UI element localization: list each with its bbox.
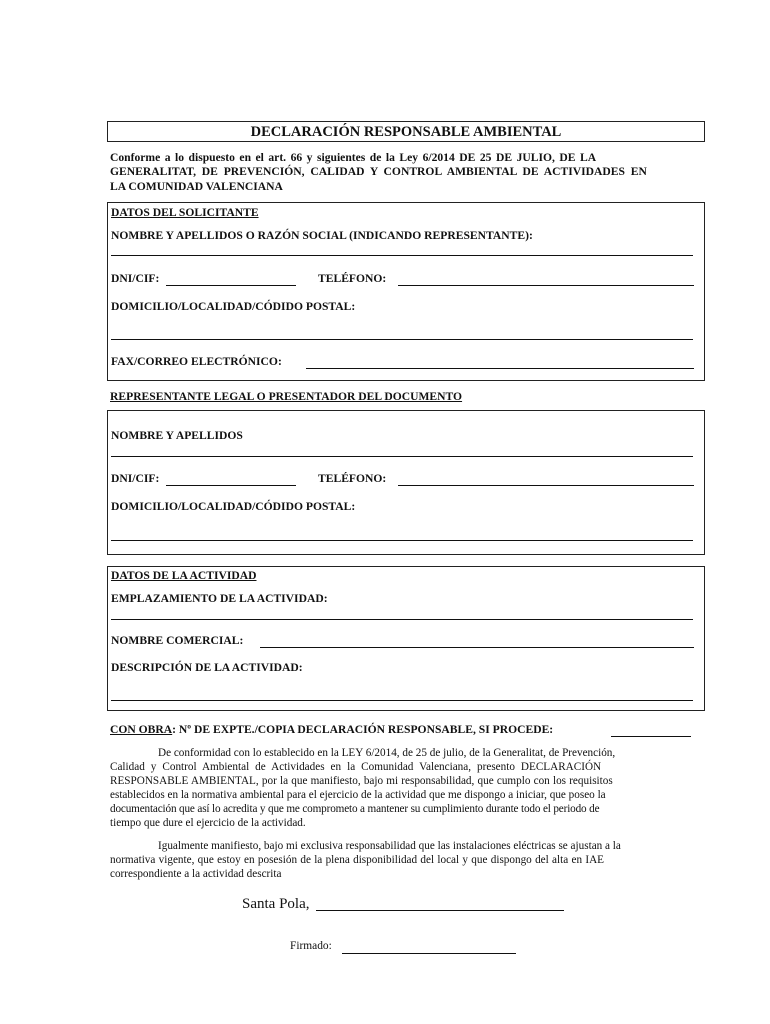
solicitante-domicilio-label: DOMICILIO/LOCALIDAD/CÓDIDO POSTAL: [111, 300, 356, 313]
solicitante-heading: DATOS DEL SOLICITANTE [111, 206, 259, 219]
actividad-descripcion-label: DESCRIPCIÓN DE LA ACTIVIDAD: [111, 661, 303, 674]
actividad-descripcion-field[interactable] [111, 700, 693, 701]
representante-dni-field[interactable] [166, 485, 296, 486]
actividad-emplazamiento-field[interactable] [111, 619, 693, 620]
paragraph-2-line-2: normativa vigente, que estoy en posesión de la plena disponibilidad del local y que dispongo del alta en IAE [110, 854, 604, 866]
solicitante-domicilio-field[interactable] [111, 339, 693, 340]
representante-nombre-field[interactable] [111, 456, 693, 457]
representante-heading: REPRESENTANTE LEGAL O PRESENTADOR DEL DOCUMENTO [110, 390, 463, 403]
intro-line-1: Conforme a lo dispuesto en el art. 66 y siguientes de la Ley 6/2014 DE 25 DE JULIO, DE LA [110, 151, 597, 164]
place-label: Santa Pola, [242, 896, 310, 912]
intro-line-3: LA COMUNIDAD VALENCIANA [110, 180, 283, 193]
con-obra-prefix: CON OBRA [110, 723, 173, 736]
signed-label: Firmado: [290, 940, 332, 952]
solicitante-nombre-field[interactable] [111, 255, 693, 256]
actividad-section [107, 566, 705, 711]
paragraph-2-line-3: correspondiente a la actividad descrita [110, 868, 282, 880]
paragraph-1-line-3: RESPONSABLE AMBIENTAL, por la que manifiesto, bajo mi responsabilidad, que cumplo con los requisitos [110, 775, 613, 787]
solicitante-telefono-label: TELÉFONO: [318, 272, 387, 285]
representante-telefono-field[interactable] [398, 485, 694, 486]
representante-nombre-label: NOMBRE Y APELLIDOS [111, 429, 243, 442]
date-field[interactable] [316, 910, 564, 911]
signature-field[interactable] [342, 953, 516, 954]
paragraph-1-line-4: establecidos en la normativa ambiental para el ejercicio de la actividad que me dispongo a iniciar, que poseo la [110, 789, 606, 801]
representante-telefono-label: TELÉFONO: [318, 472, 387, 485]
representante-section [107, 410, 705, 555]
actividad-nombre-comercial-label: NOMBRE COMERCIAL: [111, 634, 244, 647]
intro-line-2: GENERALITAT, DE PREVENCIÓN, CALIDAD Y CONTROL AMBIENTAL DE ACTIVIDADES EN [110, 165, 647, 178]
actividad-nombre-comercial-field[interactable] [260, 647, 694, 648]
solicitante-telefono-field[interactable] [398, 285, 694, 286]
title-box [107, 121, 705, 142]
con-obra-text: : Nº DE EXPTE./COPIA DECLARACIÓN RESPONSABLE, SI PROCEDE: [172, 723, 554, 736]
con-obra-field[interactable] [611, 736, 691, 737]
actividad-heading: DATOS DE LA ACTIVIDAD [111, 569, 257, 582]
representante-domicilio-field[interactable] [111, 540, 693, 541]
paragraph-1-line-2: Calidad y Control Ambiental de Actividades en la Comunidad Valenciana, presento DECLARACIÓN [110, 761, 602, 773]
representante-dni-label: DNI/CIF: [111, 472, 160, 485]
solicitante-dni-field[interactable] [166, 285, 296, 286]
solicitante-section [107, 202, 705, 381]
page-title: DECLARACIÓN RESPONSABLE AMBIENTAL [250, 124, 562, 140]
paragraph-1-line-6: tiempo que dure el ejercicio de la actividad. [110, 817, 306, 829]
actividad-emplazamiento-label: EMPLAZAMIENTO DE LA ACTIVIDAD: [111, 592, 328, 605]
paragraph-1-line-1: De conformidad con lo establecido en la LEY 6/2014, de 25 de julio, de la Generalitat, de Prevención, [158, 747, 616, 759]
con-obra-line [110, 723, 553, 736]
solicitante-fax-label: FAX/CORREO ELECTRÓNICO: [111, 355, 282, 368]
solicitante-fax-field[interactable] [306, 368, 694, 369]
representante-domicilio-label: DOMICILIO/LOCALIDAD/CÓDIDO POSTAL: [111, 500, 356, 513]
solicitante-dni-label: DNI/CIF: [111, 272, 160, 285]
paragraph-1-line-5: documentación que así lo acredita y que me comprometo a mantener su cumplimiento durante todo el periodo de [110, 803, 600, 815]
paragraph-2-line-1: Igualmente manifiesto, bajo mi exclusiva responsabilidad que las instalaciones eléctricas se ajustan a la [158, 840, 621, 852]
solicitante-nombre-label: NOMBRE Y APELLIDOS O RAZÓN SOCIAL (INDICANDO REPRESENTANTE): [111, 229, 533, 242]
